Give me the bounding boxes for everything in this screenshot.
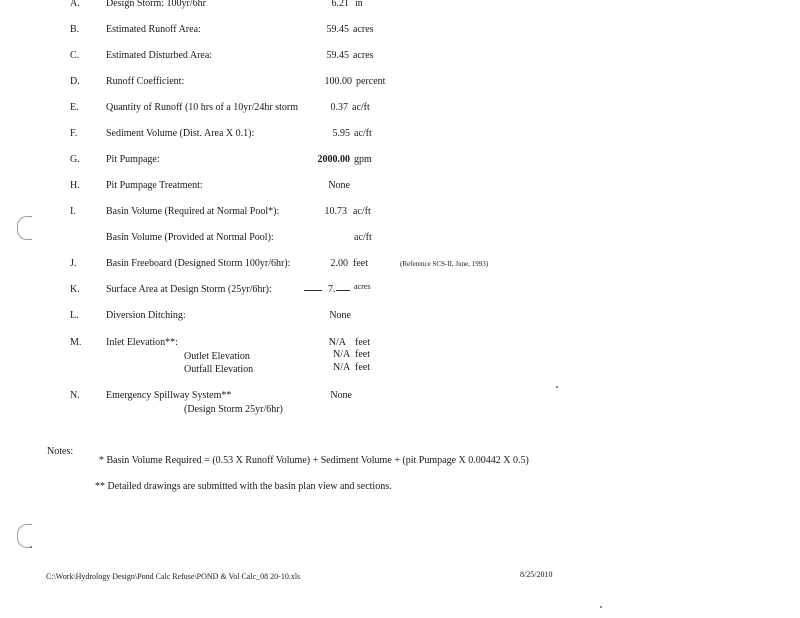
item-value: 6.21 (331, 0, 349, 9)
item-label: Emergency Spillway System** (106, 390, 232, 401)
item-letter: K. (70, 284, 80, 295)
outlet-elevation-label: Outlet Elevation (184, 351, 250, 362)
item-value: 2.00 (330, 258, 348, 269)
item-unit: acres (354, 282, 371, 291)
footer-file-path: C:\Work\Hydrology Design\Pond Calc Refuse\POND & Vol Calc_08 20-10.xls (46, 572, 301, 581)
item-unit: acres (353, 24, 374, 35)
item-label: Sediment Volume (Dist. Area X 0.1): (106, 128, 255, 139)
notes-heading: Notes: (47, 446, 74, 457)
spillway-design-storm: (Design Storm 25yr/6hr) (184, 404, 283, 415)
row-basin-volume-required (0, 206, 800, 222)
item-letter: D. (70, 76, 80, 87)
row-basin-volume-provided (0, 232, 800, 248)
item-unit: ac/ft (352, 102, 370, 113)
outlet-elevation-unit: feet (355, 349, 370, 360)
item-label: Pit Pumpage Treatment: (106, 180, 203, 191)
item-value: None (328, 180, 350, 191)
item-label: Diversion Ditching: (106, 310, 186, 321)
item-label: Estimated Runoff Area: (106, 24, 201, 35)
row-runoff-coefficient (0, 76, 800, 92)
item-value: 2000.00 (317, 154, 350, 165)
item-letter: H. (70, 180, 80, 191)
footer-date: 8/25/2010 (520, 570, 553, 579)
item-letter: E. (70, 102, 79, 113)
scan-hole-mark-bottom (17, 524, 32, 548)
outfall-elevation-unit: feet (355, 362, 370, 373)
item-unit: in (355, 0, 363, 9)
item-letter: G. (70, 154, 80, 165)
item-label: Estimated Disturbed Area: (106, 50, 213, 61)
item-letter: I. (70, 206, 76, 217)
item-letter: C. (70, 50, 80, 61)
item-unit: feet (355, 337, 370, 348)
note-detailed-drawings: ** Detailed drawings are submitted with the basin plan view and sections. (95, 481, 392, 492)
item-unit: acres (353, 50, 374, 61)
item-value: 5.95 (332, 128, 350, 139)
item-label: Pit Pumpage: (106, 154, 160, 165)
item-unit: ac/ft (353, 206, 371, 217)
item-label: Surface Area at Design Storm (25yr/6hr): (106, 284, 272, 295)
row-diversion-ditching (0, 310, 800, 326)
item-unit: gpm (354, 154, 372, 165)
item-value: 59.45 (326, 50, 349, 61)
item-value: 100.00 (324, 76, 352, 87)
row-surface-area (0, 284, 800, 300)
item-label: Inlet Elevation**: (106, 337, 178, 348)
row-emergency-spillway (0, 390, 800, 406)
item-value: 0.37 (330, 102, 348, 113)
item-value: 59.45 (326, 24, 349, 35)
item-label: Runoff Coefficient: (106, 76, 185, 87)
note-basin-volume: * Basin Volume Required = (0.53 X Runoff Volume) + Sediment Volume + (pit Pumpage X 0.00442 X 0.5) (99, 455, 529, 466)
row-basin-freeboard (0, 258, 800, 274)
item-letter: N. (70, 390, 80, 401)
item-letter: M. (70, 337, 82, 348)
item-letter: F. (70, 128, 78, 139)
row-disturbed-area (0, 50, 800, 66)
item-letter: L. (70, 310, 79, 321)
row-design-storm (0, 0, 800, 14)
row-sediment-volume (0, 128, 800, 144)
surface-area-value: 7. (328, 284, 336, 295)
item-label: Design Storm: 100yr/6hr (106, 0, 206, 9)
item-letter: J. (70, 258, 77, 269)
reference-note: (Reference SCS-II, June, 1993) (400, 260, 489, 268)
scan-speck (30, 546, 32, 548)
item-label: Quantity of Runoff (10 hrs of a 10yr/24hr storm (106, 102, 299, 113)
item-value: 10.73 (324, 206, 347, 217)
item-label: Basin Volume (Required at Normal Pool*): (106, 206, 280, 217)
item-value: None (329, 310, 351, 321)
row-pit-pumpage-treatment (0, 180, 800, 196)
item-value: N/A (328, 337, 346, 348)
outfall-elevation-label: Outfall Elevation (184, 364, 254, 375)
item-letter: A. (70, 0, 80, 9)
row-quantity-runoff (0, 102, 800, 118)
scan-speck (600, 606, 602, 608)
surface-area-fill (328, 284, 350, 295)
item-unit: ac/ft (354, 232, 372, 243)
row-inlet-elevation (0, 337, 800, 353)
scan-speck (556, 386, 558, 388)
outlet-elevation-value: N/A (333, 349, 351, 360)
outfall-elevation-value: N/A (333, 362, 351, 373)
row-pit-pumpage (0, 154, 800, 170)
item-label: Basin Volume (Provided at Normal Pool): (106, 232, 274, 243)
item-label: Basin Freeboard (Designed Storm 100yr/6hr): (106, 258, 291, 269)
item-unit: percent (356, 76, 386, 87)
item-unit: ac/ft (354, 128, 372, 139)
item-value: None (330, 390, 352, 401)
row-runoff-area (0, 24, 800, 40)
blank-line (304, 284, 322, 295)
item-letter: B. (70, 24, 80, 35)
item-unit: feet (353, 258, 368, 269)
